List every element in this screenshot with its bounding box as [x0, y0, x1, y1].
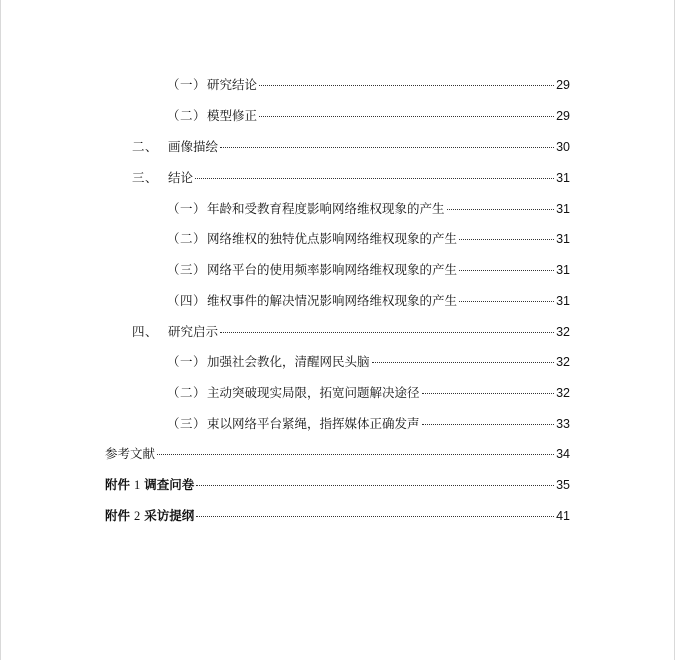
- toc-entry-number: （三）: [167, 416, 207, 431]
- appendix-label: 附件: [105, 508, 131, 523]
- toc-entry-number: 三、: [132, 170, 159, 185]
- toc-entry-title: 模型修正: [207, 108, 258, 123]
- toc-entry-page: 34: [556, 447, 570, 461]
- toc-entry[interactable]: [167, 106, 570, 126]
- toc-entry[interactable]: [167, 414, 570, 434]
- toc-entry-number: （四）: [167, 293, 207, 308]
- toc-entry-title: 研究结论: [207, 77, 258, 92]
- toc-entry[interactable]: [132, 322, 570, 342]
- toc-entry-title: 调查问卷: [144, 477, 195, 492]
- toc-entry-page: 35: [556, 478, 570, 492]
- toc-entry-number: （一）: [167, 201, 207, 216]
- toc-entry-appendix[interactable]: [105, 506, 570, 526]
- toc-entry-title: 加强社会教化，清醒网民头脑: [207, 354, 370, 369]
- appendix-label: 附件: [105, 477, 131, 492]
- toc-entry-page: 32: [556, 325, 570, 339]
- dot-leader: [220, 332, 554, 333]
- toc-entry-number: （二）: [167, 231, 207, 246]
- toc-entry-page: 29: [556, 78, 570, 92]
- toc-entry-title: 维权事件的解决情况影响网络维权现象的产生: [207, 293, 458, 308]
- toc-entry-number: （二）: [167, 385, 207, 400]
- appendix-number: 1: [134, 478, 141, 492]
- appendix-number: 2: [134, 509, 141, 523]
- toc-entry-title: 参考文献: [105, 446, 156, 461]
- dot-leader: [422, 393, 555, 394]
- toc-entry[interactable]: [132, 168, 570, 188]
- toc-entry-page: 30: [556, 140, 570, 154]
- toc-entry-number: 二、: [132, 139, 159, 154]
- toc-entry-appendix[interactable]: [105, 475, 570, 495]
- dot-leader: [459, 239, 554, 240]
- toc-entry[interactable]: [167, 291, 570, 311]
- toc-entry-number: （二）: [167, 108, 207, 123]
- dot-leader: [220, 147, 554, 148]
- toc-entry-page: 32: [556, 386, 570, 400]
- dot-leader: [196, 485, 554, 486]
- toc-entry-page: 31: [556, 263, 570, 277]
- dot-leader: [259, 85, 554, 86]
- toc-entry[interactable]: [132, 137, 570, 157]
- toc-entry-page: 31: [556, 294, 570, 308]
- dot-leader: [157, 454, 554, 455]
- toc-entry-number: （一）: [167, 77, 207, 92]
- dot-leader: [459, 270, 554, 271]
- dot-leader: [372, 362, 555, 363]
- toc-entry[interactable]: [167, 199, 570, 219]
- toc-entry-page: 29: [556, 109, 570, 123]
- toc-entry-title: 网络维权的独特优点影响网络维权现象的产生: [207, 231, 458, 246]
- toc-entry-title: 研究启示: [168, 324, 219, 339]
- toc-entry-page: 41: [556, 509, 570, 523]
- toc-entry-references[interactable]: [105, 444, 570, 464]
- toc-entry-page: 31: [556, 232, 570, 246]
- toc-entry-title: 画像描绘: [168, 139, 219, 154]
- toc-entry-number: 四、: [132, 324, 159, 339]
- toc-entry-page: 31: [556, 171, 570, 185]
- toc-entry-title: 网络平台的使用频率影响网络维权现象的产生: [207, 262, 458, 277]
- toc-entry-number: （一）: [167, 354, 207, 369]
- toc-entry[interactable]: [167, 352, 570, 372]
- dot-leader: [196, 516, 554, 517]
- dot-leader: [422, 424, 555, 425]
- toc-entry-title: 年龄和受教育程度影响网络维权现象的产生: [207, 201, 445, 216]
- toc-entry-title: 主动突破现实局限，拓宽问题解决途径: [207, 385, 420, 400]
- toc-entry[interactable]: [167, 383, 570, 403]
- toc-entry-page: 32: [556, 355, 570, 369]
- dot-leader: [459, 301, 554, 302]
- dot-leader: [259, 116, 554, 117]
- toc-entry-number: （三）: [167, 262, 207, 277]
- toc-entry[interactable]: [167, 260, 570, 280]
- toc-entry-title: 束以网络平台紧绳，指挥媒体正确发声: [207, 416, 420, 431]
- toc-entry-title: 采访提纲: [144, 508, 195, 523]
- toc-entry-page: 33: [556, 417, 570, 431]
- dot-leader: [195, 178, 554, 179]
- toc-entry-page: 31: [556, 202, 570, 216]
- toc-entry[interactable]: [167, 75, 570, 95]
- dot-leader: [447, 209, 555, 210]
- toc-entry[interactable]: [167, 229, 570, 249]
- toc-entry-title: 结论: [168, 170, 194, 185]
